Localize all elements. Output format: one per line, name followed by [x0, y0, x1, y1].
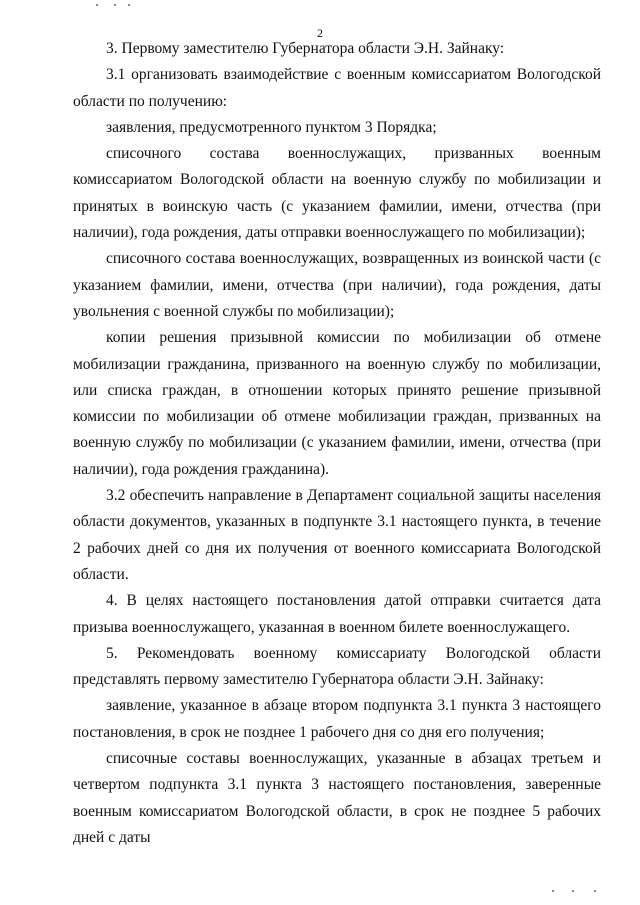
- scan-speck: [572, 890, 574, 892]
- scan-speck: [128, 4, 130, 6]
- scan-speck: [594, 890, 596, 892]
- paragraph-4: 4. В целях настоящего постановления датой отправки считается дата призыва военнослужащего, указанная в военном билете военнослужащего.: [73, 592, 601, 636]
- scan-speck: [552, 890, 554, 892]
- paragraph-application: заявления, предусмотренного пунктом 3 Порядка;: [106, 118, 437, 136]
- paragraph-commission-decision: копии решения призывной комиссии по мобилизации об отмене мобилизации гражданина, призванного на военную службу по мобилизации, или списка граждан, в отношении которых принято решение призывной комиссии по мобилизации об отмене мобилизации граждан, призванных на военную службу по мобилизации (с указанием фамилии, имени, отчества (при наличии), года рождения гражданина).: [73, 329, 601, 478]
- scan-speck: [96, 4, 98, 6]
- paragraph-3: 3. Первому заместителю Губернатора области Э.Н. Зайнаку:: [106, 40, 505, 57]
- scan-speck: [114, 4, 116, 6]
- paragraph-5: 5. Рекомендовать военному комиссариату Вологодской области представлять первому заместителю Губернатора области Э.Н. Зайнаку:: [73, 644, 601, 689]
- paragraph-3-1: 3.1 организовать взаимодействие с военным комиссариатом Вологодской области по получению:: [73, 66, 601, 110]
- paragraph-5-lists: списочные составы военнослужащих, указанные в абзацах третьем и четвертом подпункта 3.1 пункта 3 настоящего постановления, заверенные военным комиссариатом Вологодской области, в срок не позднее 5 рабочих дней с даты: [73, 750, 601, 846]
- paragraph-3-2: 3.2 обеспечить направление в Департамент социальной защиты населения области документов, указанных в подпункте 3.1 настоящего пункта, в течение 2 рабочих дней со дня их получения от военного комиссариата Вологодской области.: [73, 487, 601, 583]
- page-number: 2: [317, 26, 323, 40]
- paragraph-list-returned: списочного состава военнослужащих, возвращенных из воинской части (с указанием фамилии, имени, отчества (при наличии), года рождения, даты увольнения с военной службы по мобилизации);: [73, 250, 601, 320]
- paragraph-5-application: заявление, указанное в абзаце втором подпункта 3.1 пункта 3 настоящего постановления, в срок не позднее 1 рабочего дня со дня его получения;: [73, 697, 601, 741]
- document-body: [73, 36, 601, 851]
- paragraph-list-called: списочного состава военнослужащих, призванных военным комиссариатом Вологодской области на военную службу по мобилизации и принятых в воинскую часть (с указанием фамилии, имени, отчества (при наличии), года рождения, даты отправки военнослужащего по мобилизации);: [73, 145, 601, 242]
